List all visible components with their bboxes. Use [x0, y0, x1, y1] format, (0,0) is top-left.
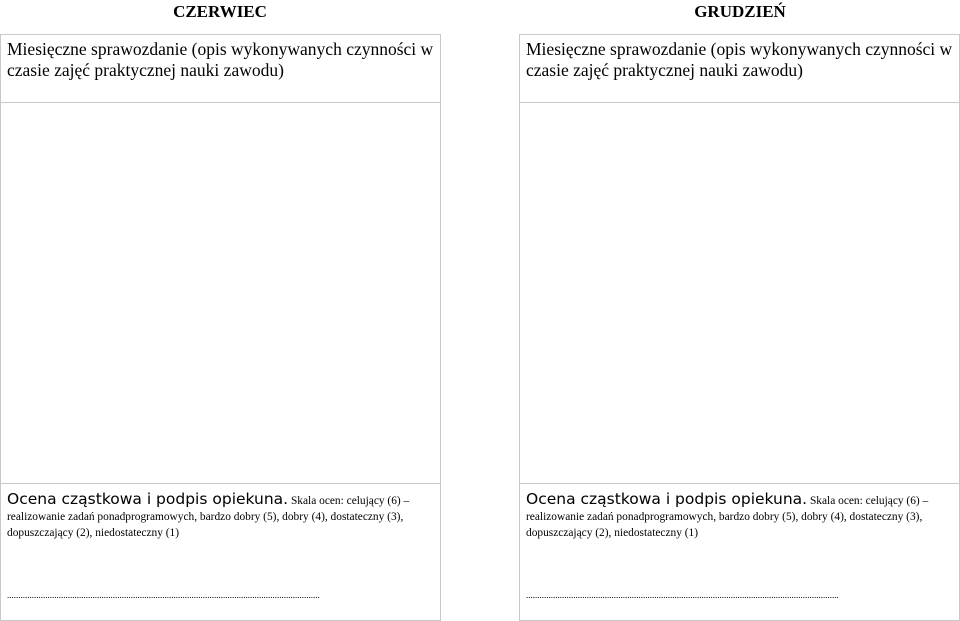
- signature-line-right[interactable]: ...........................................................................................................................................: [526, 590, 839, 600]
- month-title-right: GRUDZIEŃ: [694, 2, 786, 21]
- month-title-left: CZERWIEC: [173, 2, 267, 21]
- grade-heading-left: Ocena cząstkowa i podpis opiekuna.: [7, 490, 289, 508]
- grade-text-right: [526, 491, 956, 541]
- signature-line-left[interactable]: ...........................................................................................................................................: [7, 590, 320, 600]
- grade-text-left: [7, 491, 437, 541]
- report-description-right: Miesięczne sprawozdanie (opis wykonywanych czynności w czasie zajęć praktycznej nauki zawodu): [519, 34, 960, 103]
- grade-box-left: [0, 484, 441, 621]
- grade-heading-right: Ocena cząstkowa i podpis opiekuna.: [526, 490, 808, 508]
- grade-scale-left: Skala ocen: celujący (6) – realizowanie zadań ponadprogramowych, bardzo dobry (5), dobry (4), dostateczny (3), dopuszczający (2), niedostateczny (1): [7, 495, 410, 539]
- report-content-area-right[interactable]: [519, 103, 960, 484]
- grade-scale-right: Skala ocen: celujący (6) – realizowanie zadań ponadprogramowych, bardzo dobry (5), dobry (4), dostateczny (3), dopuszczający (2), niedostateczny (1): [526, 495, 929, 539]
- report-description-left: Miesięczne sprawozdanie (opis wykonywanych czynności w czasie zajęć praktycznej nauki zawodu): [0, 34, 441, 103]
- grade-box-right: [519, 484, 960, 621]
- report-content-area-left[interactable]: [0, 103, 441, 484]
